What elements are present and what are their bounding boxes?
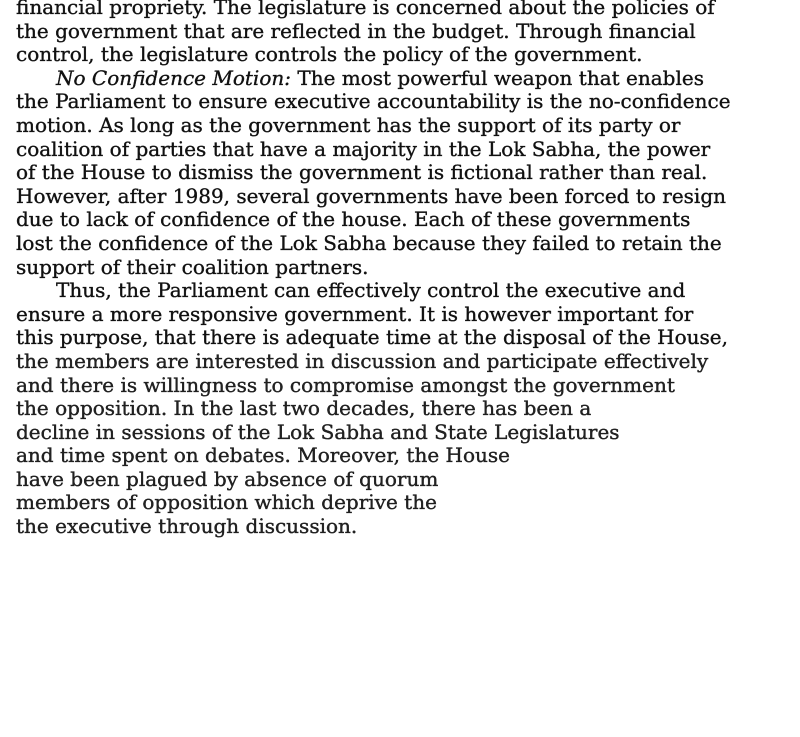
text-line: the opposition. In the last two decades, there has been a (16, 396, 592, 421)
text-line: and time spent on debates. Moreover, the House (16, 443, 510, 468)
text-line: members of opposition which deprive the (16, 490, 437, 515)
text-line: ensure a more responsive government. It is however important for (16, 301, 694, 326)
text-line: motion. As long as the government has the support of its party or (16, 112, 681, 137)
text-line: the Parliament to ensure executive accountability is the no-confidence (16, 89, 731, 114)
text-line: of the House to dismiss the government is fictional rather than real. (16, 160, 708, 185)
document-page (16, 0, 788, 539)
text-line: the executive through discussion. (16, 514, 358, 539)
text-line: coalition of parties that have a majority in the Lok Sabha, the power (16, 136, 711, 161)
text-line: have been plagued by absence of quorum (16, 466, 439, 491)
text-line: due to lack of confidence of the house. Each of these governments (16, 207, 691, 232)
paragraph-financial-control (16, 0, 788, 67)
text-line: the members are interested in discussion and participate effectively (16, 348, 709, 373)
paragraph-conclusion (16, 279, 788, 539)
text-line: decline in sessions of the Lok Sabha and State Legislatures (16, 419, 620, 444)
text-line: Thus, the Parliament can effectively control the executive and (56, 278, 686, 303)
section-heading-no-confidence-motion: No Confidence Motion: (56, 65, 291, 90)
paragraph-no-confidence-motion (16, 67, 788, 279)
text-line-rest: The most powerful weapon that enables (291, 65, 704, 90)
text-line: control, the legislature controls the policy of the government. (16, 42, 643, 67)
text-line: this purpose, that there is adequate time at the disposal of the House, (16, 325, 729, 350)
text-line: support of their coalition partners. (16, 254, 369, 279)
text-line: and there is willingness to compromise amongst the government (16, 372, 675, 397)
text-line (16, 67, 788, 91)
text-line: lost the confidence of the Lok Sabha because they failed to retain the (16, 230, 722, 255)
text-line: However, after 1989, several governments have been forced to resign (16, 183, 726, 208)
text-line: financial propriety. The legislature is concerned about the policies of (16, 0, 715, 19)
text-line: the government that are reflected in the budget. Through financial (16, 18, 696, 43)
